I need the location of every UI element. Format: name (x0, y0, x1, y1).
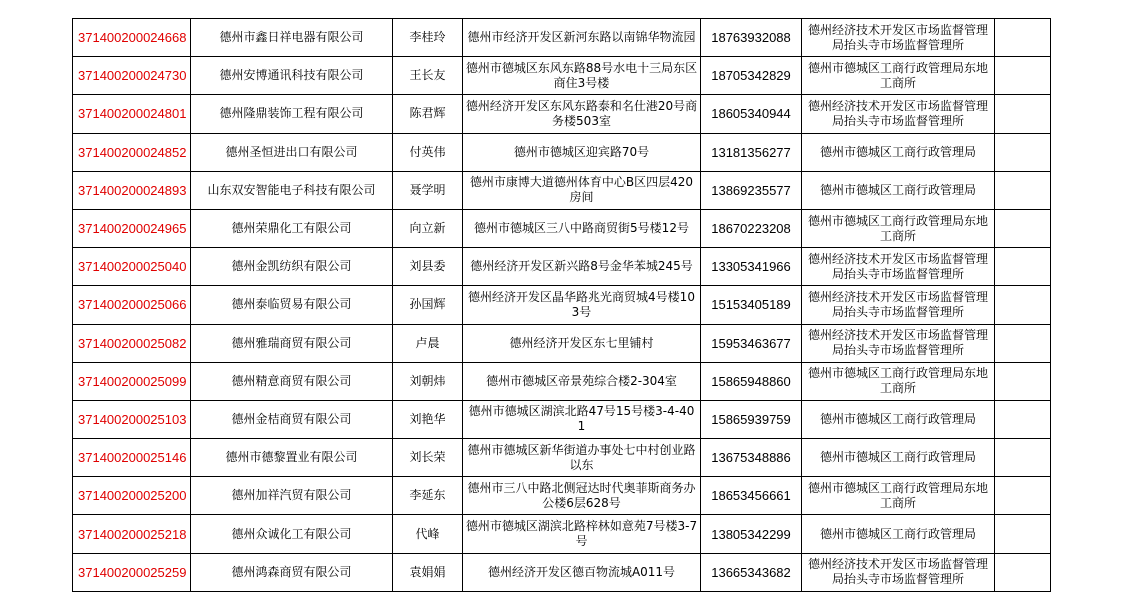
company-name-cell: 德州鸿森商贸有限公司 (191, 553, 393, 591)
address-cell: 德州市德城区帝景苑综合楼2-304室 (463, 362, 701, 400)
registration-authority-cell: 德州市德城区工商行政管理局 (802, 400, 995, 438)
legal-representative-cell: 刘艳华 (393, 400, 463, 438)
registration-number-cell: 371400200025218 (73, 515, 191, 553)
table-row (73, 171, 1051, 209)
company-name-cell: 德州雅瑞商贸有限公司 (191, 324, 393, 362)
phone-cell: 15953463677 (701, 324, 802, 362)
phone-cell: 13305341966 (701, 248, 802, 286)
company-registry-table (72, 18, 1051, 592)
table-row (73, 57, 1051, 95)
legal-representative-cell: 刘长荣 (393, 439, 463, 477)
legal-representative-cell: 向立新 (393, 209, 463, 247)
registration-authority-cell: 德州市德城区工商行政管理局 (802, 133, 995, 171)
company-name-cell: 德州精意商贸有限公司 (191, 362, 393, 400)
registration-authority-cell: 德州经济技术开发区市场监督管理局抬头寺市场监督管理所 (802, 19, 995, 57)
company-name-cell: 德州市鑫日祥电器有限公司 (191, 19, 393, 57)
legal-representative-cell: 聂学明 (393, 171, 463, 209)
registration-authority-cell: 德州市德城区工商行政管理局 (802, 439, 995, 477)
table-row (73, 439, 1051, 477)
company-name-cell: 德州荣鼎化工有限公司 (191, 209, 393, 247)
phone-cell: 13181356277 (701, 133, 802, 171)
registration-authority-cell: 德州市德城区工商行政管理局东地工商所 (802, 477, 995, 515)
phone-cell: 13665343682 (701, 553, 802, 591)
table-row (73, 515, 1051, 553)
table-row (73, 553, 1051, 591)
address-cell: 德州经济开发区德百物流城A011号 (463, 553, 701, 591)
legal-representative-cell: 卢晨 (393, 324, 463, 362)
note-cell (995, 57, 1051, 95)
phone-cell: 18653456661 (701, 477, 802, 515)
address-cell: 德州经济开发区东风东路泰和名仕港20号商务楼503室 (463, 95, 701, 133)
note-cell (995, 171, 1051, 209)
table-row (73, 95, 1051, 133)
registration-authority-cell: 德州市德城区工商行政管理局 (802, 515, 995, 553)
phone-cell: 18705342829 (701, 57, 802, 95)
note-cell (995, 286, 1051, 324)
registration-authority-cell: 德州市德城区工商行政管理局东地工商所 (802, 57, 995, 95)
phone-cell: 13805342299 (701, 515, 802, 553)
registration-authority-cell: 德州市德城区工商行政管理局东地工商所 (802, 362, 995, 400)
address-cell: 德州市德城区迎宾路70号 (463, 133, 701, 171)
registration-number-cell: 371400200024801 (73, 95, 191, 133)
company-name-cell: 德州隆鼎装饰工程有限公司 (191, 95, 393, 133)
registration-number-cell: 371400200025200 (73, 477, 191, 515)
company-name-cell: 德州圣恒进出口有限公司 (191, 133, 393, 171)
registration-number-cell: 371400200024852 (73, 133, 191, 171)
address-cell: 德州市德城区三八中路商贸街5号楼12号 (463, 209, 701, 247)
note-cell (995, 95, 1051, 133)
table-row (73, 362, 1051, 400)
company-name-cell: 山东双安智能电子科技有限公司 (191, 171, 393, 209)
note-cell (995, 209, 1051, 247)
address-cell: 德州经济开发区晶华路兆光商贸城4号楼103号 (463, 286, 701, 324)
address-cell: 德州经济开发区新兴路8号金华苯城245号 (463, 248, 701, 286)
registration-number-cell: 371400200024965 (73, 209, 191, 247)
company-name-cell: 德州安博通讯科技有限公司 (191, 57, 393, 95)
table-row (73, 286, 1051, 324)
table-row (73, 477, 1051, 515)
registration-authority-cell: 德州市德城区工商行政管理局 (802, 171, 995, 209)
note-cell (995, 553, 1051, 591)
registration-number-cell: 371400200025146 (73, 439, 191, 477)
registration-number-cell: 371400200024730 (73, 57, 191, 95)
company-name-cell: 德州金桔商贸有限公司 (191, 400, 393, 438)
note-cell (995, 477, 1051, 515)
table-row (73, 19, 1051, 57)
company-name-cell: 德州市德黎置业有限公司 (191, 439, 393, 477)
note-cell (995, 362, 1051, 400)
table-row (73, 209, 1051, 247)
company-name-cell: 德州众诚化工有限公司 (191, 515, 393, 553)
phone-cell: 15153405189 (701, 286, 802, 324)
company-name-cell: 德州泰临贸易有限公司 (191, 286, 393, 324)
address-cell: 德州市德城区东风东路88号水电十三局东区商住3号楼 (463, 57, 701, 95)
registration-number-cell: 371400200025103 (73, 400, 191, 438)
legal-representative-cell: 代峰 (393, 515, 463, 553)
legal-representative-cell: 李桂玲 (393, 19, 463, 57)
table-row (73, 248, 1051, 286)
address-cell: 德州市经济开发区新河东路以南锦华物流园 (463, 19, 701, 57)
phone-cell: 15865948860 (701, 362, 802, 400)
registration-authority-cell: 德州经济技术开发区市场监督管理局抬头寺市场监督管理所 (802, 248, 995, 286)
registration-authority-cell: 德州市德城区工商行政管理局东地工商所 (802, 209, 995, 247)
note-cell (995, 133, 1051, 171)
legal-representative-cell: 王长友 (393, 57, 463, 95)
phone-cell: 13869235577 (701, 171, 802, 209)
table-row (73, 133, 1051, 171)
address-cell: 德州市德城区湖滨北路47号15号楼3-4-401 (463, 400, 701, 438)
legal-representative-cell: 刘朝炜 (393, 362, 463, 400)
note-cell (995, 515, 1051, 553)
address-cell: 德州经济开发区东七里铺村 (463, 324, 701, 362)
registration-number-cell: 371400200025066 (73, 286, 191, 324)
registration-number-cell: 371400200025099 (73, 362, 191, 400)
registration-number-cell: 371400200025040 (73, 248, 191, 286)
phone-cell: 13675348886 (701, 439, 802, 477)
legal-representative-cell: 孙国辉 (393, 286, 463, 324)
table-body (73, 19, 1051, 592)
legal-representative-cell: 袁娟娟 (393, 553, 463, 591)
table-row (73, 400, 1051, 438)
phone-cell: 18763932088 (701, 19, 802, 57)
registration-number-cell: 371400200024668 (73, 19, 191, 57)
legal-representative-cell: 李延东 (393, 477, 463, 515)
registration-number-cell: 371400200025082 (73, 324, 191, 362)
registration-authority-cell: 德州经济技术开发区市场监督管理局抬头寺市场监督管理所 (802, 324, 995, 362)
note-cell (995, 324, 1051, 362)
note-cell (995, 19, 1051, 57)
phone-cell: 18670223208 (701, 209, 802, 247)
address-cell: 德州市康博大道德州体育中心B区四层420房间 (463, 171, 701, 209)
legal-representative-cell: 付英伟 (393, 133, 463, 171)
company-name-cell: 德州金凯纺织有限公司 (191, 248, 393, 286)
table-row (73, 324, 1051, 362)
registration-authority-cell: 德州经济技术开发区市场监督管理局抬头寺市场监督管理所 (802, 95, 995, 133)
phone-cell: 15865939759 (701, 400, 802, 438)
company-name-cell: 德州加祥汽贸有限公司 (191, 477, 393, 515)
address-cell: 德州市德城区湖滨北路梓林如意苑7号楼3-7号 (463, 515, 701, 553)
address-cell: 德州市德城区新华街道办事处七中村创业路以东 (463, 439, 701, 477)
legal-representative-cell: 陈君辉 (393, 95, 463, 133)
note-cell (995, 439, 1051, 477)
note-cell (995, 248, 1051, 286)
registration-number-cell: 371400200025259 (73, 553, 191, 591)
phone-cell: 18605340944 (701, 95, 802, 133)
registration-authority-cell: 德州经济技术开发区市场监督管理局抬头寺市场监督管理所 (802, 553, 995, 591)
registration-number-cell: 371400200024893 (73, 171, 191, 209)
note-cell (995, 400, 1051, 438)
legal-representative-cell: 刘县委 (393, 248, 463, 286)
registration-authority-cell: 德州经济技术开发区市场监督管理局抬头寺市场监督管理所 (802, 286, 995, 324)
address-cell: 德州市三八中路北侧冠达时代奥菲斯商务办公楼6层628号 (463, 477, 701, 515)
